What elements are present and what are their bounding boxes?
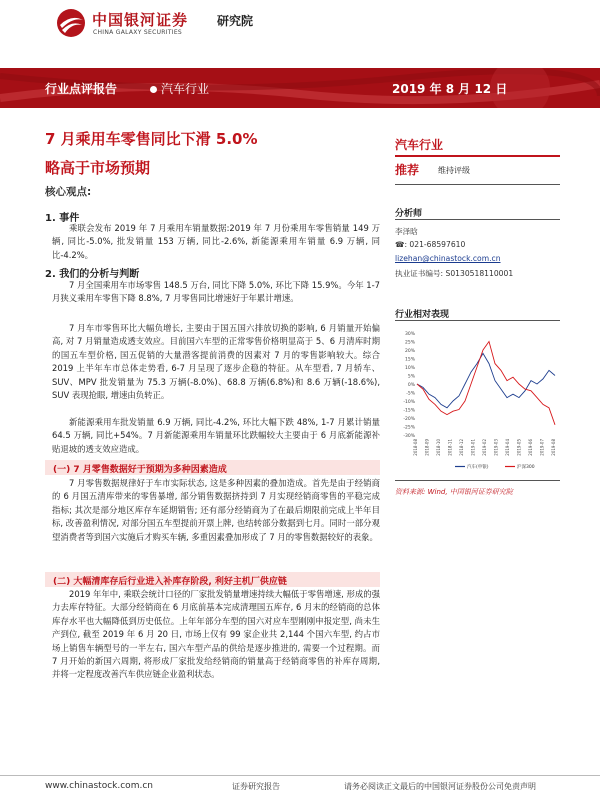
subsection-title-2: (二) 大幅清库存后行业进入补库存阶段, 利好主机厂供应链 bbox=[53, 577, 287, 587]
rating: 推荐 bbox=[395, 163, 420, 177]
analyst-email-link[interactable]: lizehan@chinastock.com.cn bbox=[395, 254, 501, 263]
x-tick-label: 2018-10 bbox=[436, 439, 441, 456]
report-date: 2019 年 8 月 12 日 bbox=[392, 82, 508, 96]
subsection-1-text: 7 月零售数据规律好于车市实际状态, 这是多种因素的叠加造成。首先是由于经销商的 6 月国五清库带来的零售暴增, 部分销售数据挤持到 7 月实现经销商零售的平稳完成指标; 其次是部分地区库存车延期销售; 还有部分经销商为了在最后期限前完成上半年目标, 改善盈利情况, 对部分国五车型提前开票上牌, 也结转部分数据到七月。同时一部分观望消费者等到国六实施后才购买车辆, 多重因素叠加形成了 7 月的零售数据较好的表象。 bbox=[52, 478, 380, 542]
y-tick-label: -30% bbox=[403, 434, 415, 439]
y-tick-label: 25% bbox=[404, 340, 415, 346]
legend-label: 汽车(申银) bbox=[467, 465, 489, 470]
relative-performance-label: 行业相对表现 bbox=[395, 310, 450, 320]
subsection-bar-1 bbox=[45, 460, 380, 475]
relative-performance-chart bbox=[395, 325, 560, 475]
subsection-2-text: 2019 年年中, 乘联会统计口径的厂家批发销量增速持续大幅低于零售增速, 形成的强力去库存特征。大部分经销商在 6 月底前基本完成清理国五库存, 6 月末的经销商的总体库存水平也大幅降低到历史低位。上年年部分车型的国六对应车型刚刚申报定型, 尚未生产到位, 截至 2019 年 6 月 20 日, 市场上仅有 99 家企业共 2,144 个国六车型, 约占市场上销售车辆型号的一半左右, 国六车型产品的供给是逐步推进的, 需要一个过程期。而 7 月开始的新国六周期, 将形成厂家批发给经销商的销量高于经销商零售的补库存周期, 并将一定程度改善汽车供应链企业盈利状态。 bbox=[52, 589, 380, 680]
subsection-bar-2 bbox=[45, 572, 380, 587]
chart-source: 资料来源: Wind, 中国银河证券研究院 bbox=[395, 488, 513, 496]
institute-name: 研究院 bbox=[217, 14, 254, 28]
y-tick-label: -10% bbox=[403, 400, 415, 405]
series-line-2 bbox=[417, 342, 555, 425]
analyst-label: 分析师 bbox=[395, 209, 423, 219]
analyst-name: 李泽晗 bbox=[395, 227, 418, 236]
x-tick-label: 2019-04 bbox=[505, 439, 510, 456]
banner-industry-label: 汽车行业 bbox=[161, 82, 210, 96]
divider bbox=[395, 320, 560, 321]
sidebar-industry: 汽车行业 bbox=[395, 138, 444, 152]
footer-report-label: 证券研究报告 bbox=[232, 782, 280, 791]
x-tick-label: 2018-11 bbox=[447, 439, 453, 456]
section-event-text: 乘联会发布 2019 年 7 月乘用车销量数据:2019 年 7 月份乘用车零售销量 149 万辆, 同比-5.0%, 批发销量 153 万辆, 同比-2.6%, 新能源乘用车销量 6.9 万辆, 同比-4.2%。 bbox=[52, 223, 380, 260]
analyst-license: 执业证书编号: S0130518110001 bbox=[395, 269, 514, 278]
footer-website-link[interactable]: www.chinastock.com.cn bbox=[45, 781, 153, 791]
y-tick-label: 15% bbox=[404, 357, 415, 363]
legend-label: 沪深300 bbox=[517, 465, 535, 470]
x-tick-label: 2018-09 bbox=[424, 439, 430, 456]
x-tick-label: 2019-05 bbox=[516, 439, 522, 456]
y-tick-label: -20% bbox=[403, 417, 415, 422]
x-tick-label: 2018-12 bbox=[459, 439, 464, 456]
y-tick-label: 30% bbox=[404, 332, 415, 337]
rating-note: 维持评级 bbox=[438, 166, 470, 175]
core-views-label: 核心观点: bbox=[45, 186, 92, 198]
report-title-line2: 略高于市场预期 bbox=[45, 159, 151, 177]
report-type: 行业点评报告 bbox=[45, 82, 118, 96]
section-heading-analysis: 2. 我们的分析与判断 bbox=[45, 269, 140, 280]
divider bbox=[395, 184, 560, 185]
y-tick-label: 10% bbox=[404, 366, 415, 371]
footer-disclaimer: 请务必阅读正文最后的中国银河证券股份公司免责声明 bbox=[344, 782, 536, 791]
bullet-icon bbox=[150, 86, 157, 93]
analysis-paragraph-3: 新能源乘用车批发销量 6.9 万辆, 同比-4.2%, 环比大幅下跌 48%, 1-7 月累计销量 64.5 万辆, 同比+54%。7 月新能源乘用车销量环比跌幅较大主要由于 6 月底新能源补贴退坡的透支效应造成。 bbox=[52, 417, 380, 454]
x-tick-label: 2019-02 bbox=[482, 439, 487, 456]
y-tick-label: 0% bbox=[407, 383, 415, 388]
y-tick-label: 20% bbox=[404, 349, 415, 354]
footer-divider bbox=[0, 775, 600, 776]
divider bbox=[395, 480, 560, 481]
galaxy-logo-icon bbox=[56, 8, 86, 38]
y-tick-label: 5% bbox=[407, 374, 415, 380]
subsection-title-1: (一) 7 月零售数据好于预期为多种因素造成 bbox=[53, 465, 227, 475]
x-tick-label: 2019-06 bbox=[528, 439, 533, 456]
company-name-en: CHINA GALAXY SECURITIES bbox=[93, 29, 183, 36]
divider bbox=[395, 219, 560, 220]
company-name-cn: 中国银河证券 bbox=[92, 11, 189, 29]
analysis-paragraph-1: 7 月全国乘用车市场零售 148.5 万台, 同比下降 5.0%, 环比下降 15.9%。今年 1-7 月狭义乘用车零售下降 8.8%, 7 月零售同比增速好于年累计增速。 bbox=[52, 280, 380, 304]
x-tick-label: 2019-03 bbox=[493, 439, 499, 456]
series-line-1 bbox=[417, 353, 555, 407]
banner-industry bbox=[150, 80, 209, 97]
divider bbox=[395, 155, 560, 157]
x-tick-label: 2019-08 bbox=[551, 439, 556, 456]
x-tick-label: 2019-07 bbox=[539, 439, 545, 456]
y-tick-label: -5% bbox=[406, 391, 415, 397]
analyst-phone: ☎: 021-68597610 bbox=[395, 240, 466, 249]
report-title-line1: 7 月乘用车零售同比下滑 5.0% bbox=[45, 130, 258, 148]
x-tick-label: 2019-01 bbox=[470, 439, 476, 456]
y-tick-label: -25% bbox=[403, 425, 415, 431]
x-tick-label: 2018-08 bbox=[413, 439, 418, 456]
section-heading-event: 1. 事件 bbox=[45, 213, 80, 224]
y-tick-label: -15% bbox=[403, 408, 415, 414]
analysis-paragraph-2: 7 月车市零售环比大幅负增长, 主要由于国五国六排放切换的影响, 6 月销量开始偏高, 对 7 月销量造成透支效应。目前国六车型的正常零售价格明显高于 5、6 月清库时期的国五车型价格, 国五促销的大量潜客提前消费的因素对 7 月的零售影响较大。综合 2019 上半年车市总体走势看, 6-7 月呈现了逐步企稳的特征。从车型看, 7 月轿车、SUV、MPV 批发销量为 75.3 万辆(-8.0%)、68.8 万辆(6.8%)和 8.6 万辆(-18.6%), SUV 表现抢眼, 增速由负转正。 bbox=[52, 323, 380, 401]
